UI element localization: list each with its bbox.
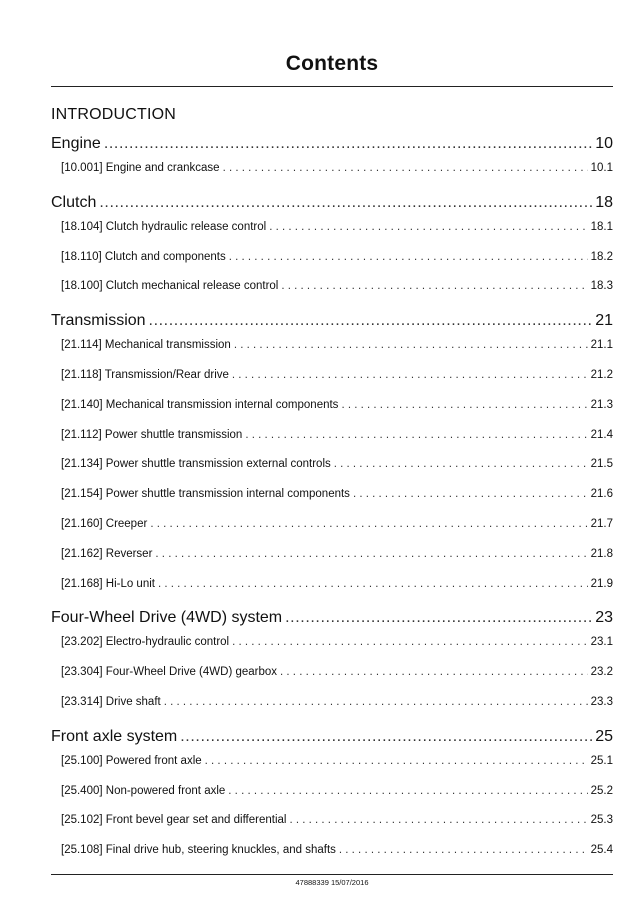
toc-section[interactable] [51, 135, 613, 160]
toc-subsection[interactable] [51, 427, 613, 457]
toc-leader-dots [99, 194, 592, 212]
toc-subsection-page: 21.6 [590, 488, 613, 501]
toc-leader-dots [334, 458, 588, 470]
toc-subsection-label: [21.160] Creeper [61, 517, 148, 530]
toc-section-page: 25 [595, 727, 613, 745]
toc-subsection-label: [21.140] Mechanical transmission internal components [61, 398, 339, 411]
toc-leader-dots [245, 429, 587, 441]
toc-leader-dots [223, 162, 588, 174]
toc-subsection[interactable] [51, 278, 613, 308]
toc-subsection-page: 21.8 [590, 547, 613, 560]
toc-subsection-label: [21.154] Power shuttle transmission internal components [61, 488, 350, 501]
page-title: Contents [285, 52, 379, 75]
toc-subsection-label: [21.162] Reverser [61, 547, 153, 560]
toc-subsection-page: 25.1 [590, 754, 613, 767]
toc-section-label: Engine [51, 135, 101, 152]
toc-subsection[interactable] [51, 337, 613, 367]
top-divider [51, 86, 613, 87]
toc-subsection-label: [10.001] Engine and crankcase [61, 162, 220, 174]
toc-section-page: 10 [595, 135, 613, 152]
toc-section-label: Four-Wheel Drive (4WD) system [51, 609, 283, 627]
toc-leader-dots [150, 518, 587, 530]
toc-leader-dots [353, 488, 588, 500]
toc-subsection[interactable] [51, 576, 613, 606]
toc-subsection-page: 21.1 [590, 339, 613, 352]
toc-subsection[interactable] [51, 397, 613, 427]
toc-leader-dots [232, 636, 587, 648]
toc-subsection[interactable] [51, 694, 613, 724]
toc-leader-dots [281, 280, 587, 292]
toc-leader-dots [269, 221, 587, 233]
toc-subsection-label: [25.400] Non-powered front axle [61, 784, 226, 797]
toc-subsection-page: 25.4 [590, 844, 613, 857]
toc-leader-dots [158, 578, 588, 590]
toc-subsection-page: 18.3 [590, 280, 613, 293]
toc-subsection[interactable] [51, 842, 613, 872]
toc-subsection-label: [21.134] Power shuttle transmission external controls [61, 458, 331, 471]
toc-subsection[interactable] [51, 219, 613, 249]
toc-subsection-page: 25.2 [590, 784, 613, 797]
toc-section[interactable] [51, 728, 613, 753]
toc-leader-dots [149, 312, 593, 330]
toc-subsection-page: 21.3 [590, 398, 613, 411]
toc-subsection-label: [21.168] Hi-Lo unit [61, 577, 155, 590]
toc-subsection-page: 23.3 [590, 695, 613, 708]
toc-subsection-label: [21.112] Power shuttle transmission [61, 428, 243, 441]
toc-leader-dots [232, 369, 588, 381]
toc-subsection[interactable] [51, 516, 613, 546]
toc-subsection-page: 21.2 [590, 368, 613, 381]
toc-subsection[interactable] [51, 486, 613, 516]
toc-section-page: 18 [595, 193, 613, 211]
toc-subsection-page: 21.9 [590, 577, 613, 590]
toc-subsection[interactable] [51, 753, 613, 783]
toc-subsection-page: 21.5 [590, 458, 613, 471]
toc-subsection-page: 10.1 [590, 162, 613, 174]
toc-leader-dots [234, 339, 588, 351]
toc-subsection-label: [18.100] Clutch mechanical release control [61, 280, 279, 293]
toc-section[interactable] [51, 194, 613, 219]
table-of-contents [51, 135, 613, 872]
toc-subsection-page: 23.1 [590, 636, 613, 649]
toc-subsection-page: 25.3 [590, 814, 613, 827]
toc-section-label: Clutch [51, 193, 97, 211]
toc-subsection-page: 18.1 [590, 220, 613, 233]
toc-subsection[interactable] [51, 160, 613, 190]
toc-subsection[interactable] [51, 367, 613, 397]
toc-subsection-label: [18.110] Clutch and components [61, 250, 226, 263]
toc-leader-dots [164, 696, 588, 708]
toc-section[interactable] [51, 609, 613, 634]
toc-leader-dots [289, 814, 587, 826]
toc-leader-dots [280, 666, 588, 678]
toc-section[interactable] [51, 312, 613, 337]
toc-leader-dots [339, 844, 588, 856]
toc-subsection-label: [21.118] Transmission/Rear drive [61, 368, 229, 381]
toc-subsection[interactable] [51, 812, 613, 842]
toc-subsection-label: [21.114] Mechanical transmission [61, 339, 231, 352]
toc-subsection-label: [25.102] Front bevel gear set and differential [61, 814, 287, 827]
toc-section-page: 23 [595, 609, 613, 627]
toc-subsection-page: 18.2 [590, 250, 613, 263]
toc-subsection-page: 21.4 [590, 428, 613, 441]
toc-section-label: Front axle system [51, 727, 178, 745]
toc-leader-dots [104, 135, 592, 153]
toc-subsection[interactable] [51, 456, 613, 486]
toc-subsection[interactable] [51, 664, 613, 694]
toc-leader-dots [205, 755, 588, 767]
toc-subsection-label: [18.104] Clutch hydraulic release control [61, 220, 267, 233]
toc-subsection-label: [23.314] Drive shaft [61, 695, 161, 708]
page-footer: 47888339 15/07/2016 [295, 878, 369, 887]
toc-leader-dots [228, 785, 587, 797]
toc-subsection-page: 21.7 [590, 517, 613, 530]
toc-subsection-page: 23.2 [590, 666, 613, 679]
toc-subsection-label: [23.202] Electro-hydraulic control [61, 636, 230, 649]
toc-subsection[interactable] [51, 546, 613, 576]
toc-section-label: Transmission [51, 312, 146, 330]
toc-subsection-label: [25.100] Powered front axle [61, 754, 202, 767]
toc-leader-dots [180, 728, 592, 746]
toc-subsection[interactable] [51, 249, 613, 279]
toc-section-page: 21 [595, 312, 613, 330]
toc-subsection-label: [25.108] Final drive hub, steering knuckles, and shafts [61, 844, 336, 857]
toc-leader-dots [155, 548, 587, 560]
toc-subsection[interactable] [51, 634, 613, 664]
toc-introduction-link[interactable]: INTRODUCTION [51, 106, 177, 123]
toc-leader-dots [229, 251, 588, 263]
toc-leader-dots [285, 609, 592, 627]
toc-leader-dots [341, 399, 587, 411]
toc-subsection[interactable] [51, 783, 613, 813]
toc-subsection-label: [23.304] Four-Wheel Drive (4WD) gearbox [61, 666, 278, 679]
bottom-divider [51, 874, 613, 875]
